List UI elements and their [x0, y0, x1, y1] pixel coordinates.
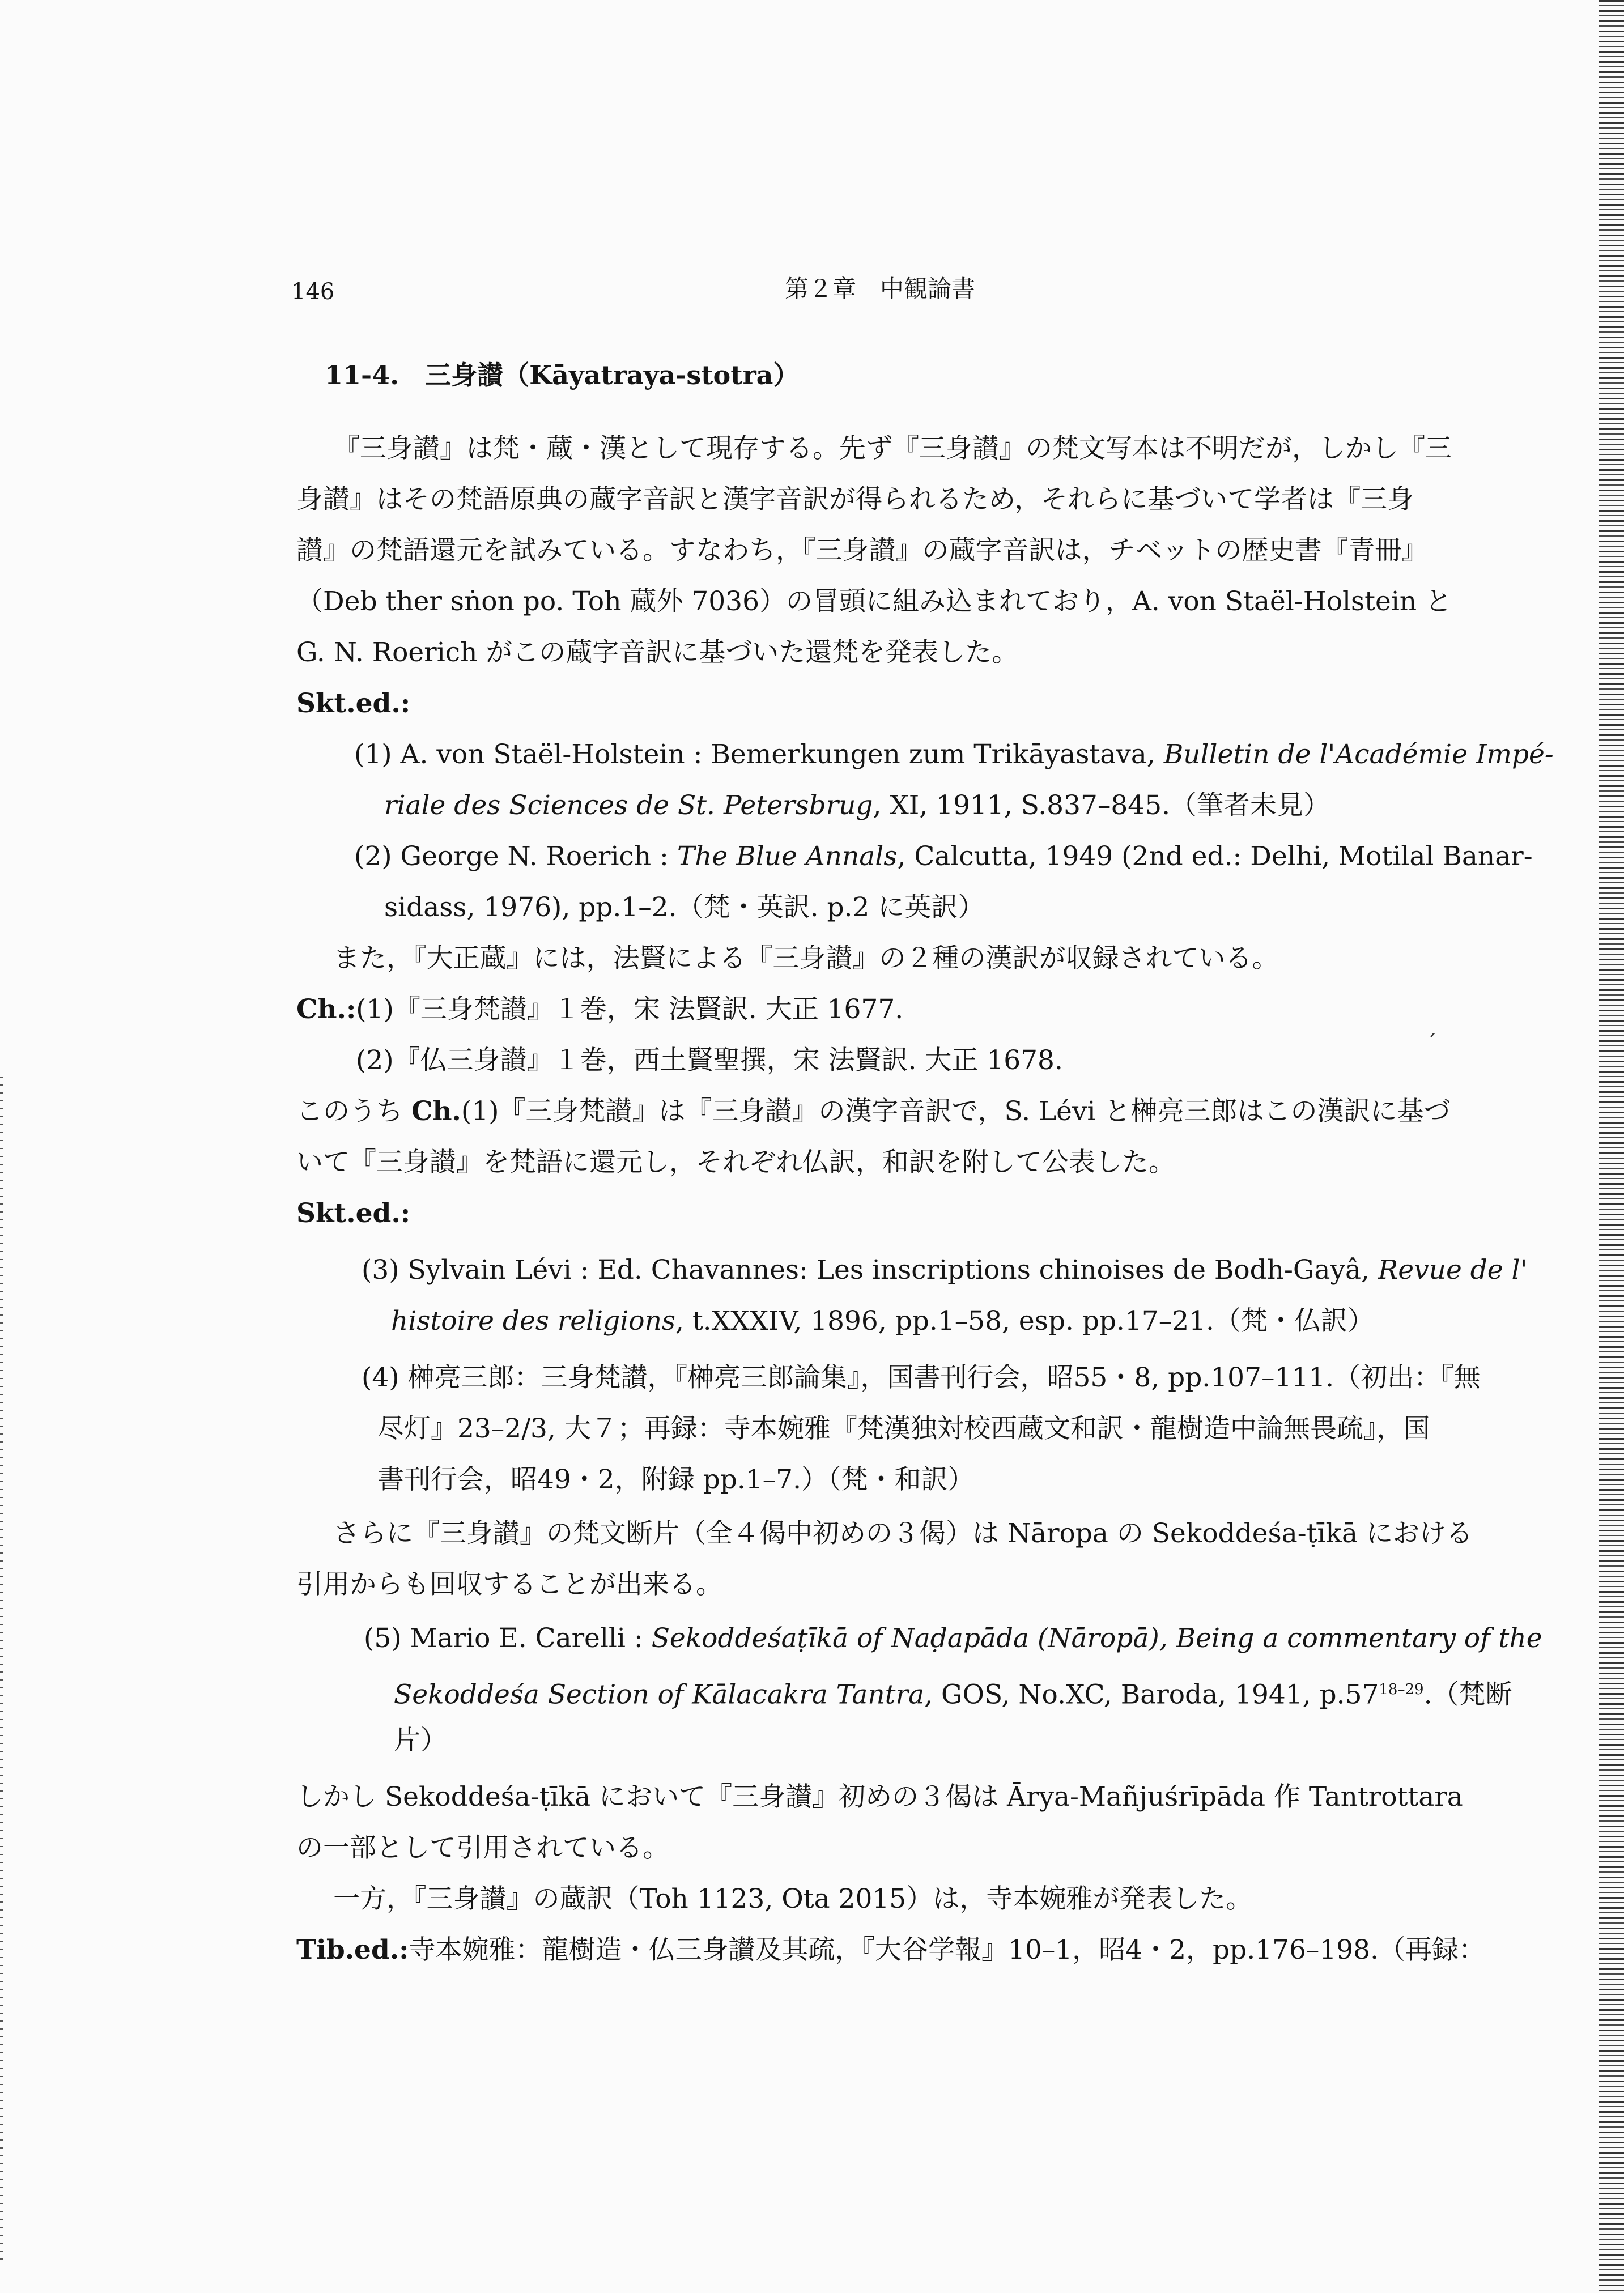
ref-text: George N. Roerich :	[400, 841, 677, 872]
ref-text: , GOS, No.XC, Baroda, 1941, p.57	[924, 1679, 1379, 1711]
ref-journal: histoire des religions	[391, 1305, 675, 1337]
reference-5	[364, 1622, 1542, 1656]
tib-label: Tib.ed.:	[296, 1934, 409, 1966]
ref-title: Sekoddeśaṭīkā of Naḍapāda (Nāropā), Being a commentary of the	[651, 1623, 1542, 1654]
paragraph-line: 身讃』はその梵語原典の蔵字音訳と漢字音訳が得られるため，それらに基づいて学者は『三身	[296, 484, 1414, 515]
reference-3-cont	[391, 1304, 1374, 1338]
reference-2-cont: sidass, 1976), pp.1–2.（梵・英訳. p.2 に英訳）	[384, 892, 985, 923]
chinese-ed-1	[296, 993, 903, 1027]
ref-text: A. von Staël-Holstein : Bemerkungen zum Trikāyastava,	[400, 739, 1164, 770]
ref-number: (4)	[362, 1362, 399, 1393]
paragraph-line: 引用からも回収することが出来る。	[296, 1569, 722, 1600]
reference-3	[362, 1253, 1528, 1287]
ref-journal: Revue de l'	[1378, 1254, 1528, 1286]
reference-2	[354, 840, 1533, 874]
reference-4-cont: 尽灯』23–2/3, 大７；再録：寺本婉雅『梵漢独対校西蔵文和訳・龍樹造中論無畏疏』，国	[377, 1413, 1430, 1444]
reference-5-cont: 片）	[394, 1725, 447, 1756]
ref-number: (3)	[362, 1254, 399, 1286]
scanned-page-edge	[1599, 0, 1624, 2293]
ref-journal: Bulletin de l'Académie Impé-	[1163, 739, 1554, 770]
para-text: (1)『三身梵讃』は『三身讃』の漢字音訳で，S. Lévi と榊亮三郎はこの漢訳に基づ	[461, 1096, 1451, 1127]
reference-5-cont	[394, 1673, 1512, 1712]
stray-mark: ˊ	[1426, 1031, 1437, 1057]
chinese-ed-2: (2)『仏三身讃』１巻，西土賢聖撰，宋 法賢訳. 大正 1678.	[356, 1045, 1063, 1076]
paragraph-line: しかし Sekoddeśa-ṭīkā において『三身讃』初めの３偈は Ārya-Mañjuśrīpāda 作 Tantrottara	[296, 1781, 1463, 1813]
paragraph-line: 『三身讃』は梵・蔵・漢として現存する。先ず『三身讃』の梵文写本は不明だが，しかし『三	[333, 433, 1452, 464]
ref-superscript: 18–29	[1379, 1681, 1424, 1698]
ref-title: Sekoddeśa Section of Kālacakra Tantra	[394, 1679, 925, 1711]
ref-text: Mario E. Carelli :	[410, 1623, 652, 1654]
ref-title: The Blue Annals	[677, 841, 898, 872]
skt-ed-label: Skt.ed.:	[296, 688, 411, 719]
reference-1-cont	[384, 789, 1330, 823]
scanned-left-edge	[0, 1077, 3, 2266]
ref-text: , t.XXXIV, 1896, pp.1–58, esp. pp.17–21.（梵・仏訳）	[675, 1305, 1374, 1337]
paragraph-line: いて『三身讃』を梵語に還元し，それぞれ仏訳，和訳を附して公表した。	[296, 1147, 1175, 1178]
page-number: 146	[291, 279, 335, 305]
para-text: このうち	[296, 1096, 411, 1127]
paragraph-line: （Deb ther sṅon po. Toh 蔵外 7036）の冒頭に組み込まれており，A. von Staël-Holstein と	[296, 586, 1452, 617]
reference-4	[362, 1361, 1481, 1395]
ref-number: (5)	[364, 1623, 402, 1654]
tibetan-ed	[296, 1933, 1485, 1967]
reference-1	[354, 738, 1554, 772]
ch-ref: Ch.	[411, 1096, 461, 1127]
skt-ed-label: Skt.ed.:	[296, 1198, 411, 1229]
ref-number: (2)	[354, 841, 392, 872]
paragraph-line: G. N. Roerich がこの蔵字音訳に基づいた還梵を発表した。	[296, 637, 1019, 668]
paragraph-line	[296, 1095, 1451, 1129]
paragraph-line: さらに『三身讃』の梵文断片（全４偈中初めの３偈）は Nāropa の Sekoddeśa-ṭīkā における	[333, 1518, 1473, 1549]
paragraph-line: 一方，『三身讃』の蔵訳（Toh 1123, Ota 2015）は，寺本婉雅が発表した。	[333, 1883, 1253, 1915]
tib-text: 寺本婉雅：龍樹造・仏三身讃及其疏，『大谷学報』10–1，昭4・2，pp.176–198.（再録：	[409, 1934, 1486, 1966]
ref-text: , XI, 1911, S.837–845.（筆者未見）	[873, 790, 1330, 821]
running-header: 第２章 中観論書	[785, 275, 976, 303]
paragraph-line: の一部として引用されている。	[296, 1832, 669, 1864]
reference-4-cont: 書刊行会，昭49・2，附録 pp.1–7.）（梵・和訳）	[377, 1464, 975, 1495]
paragraph-line: 讃』の梵語還元を試みている。すなわち，『三身讃』の蔵字音訳は，チベットの歴史書『青冊』	[296, 535, 1429, 566]
ch-text: (1)『三身梵讃』１巻，宋 法賢訳. 大正 1677.	[356, 994, 904, 1025]
ref-text: 榊亮三郎：三身梵讃，『榊亮三郎論集』，国書刊行会，昭55・8, pp.107–111.（初出：『無	[407, 1362, 1481, 1393]
ref-text: Sylvain Lévi : Ed. Chavannes: Les inscriptions chinoises de Bodh-Gayâ,	[407, 1254, 1378, 1286]
paragraph-line: また，『大正蔵』には，法賢による『三身讃』の２種の漢訳が収録されている。	[333, 943, 1279, 974]
ref-number: (1)	[354, 739, 392, 770]
ch-label: Ch.:	[296, 994, 356, 1025]
ref-text: .（梵断	[1423, 1679, 1512, 1711]
ref-text: , Calcutta, 1949 (2nd ed.: Delhi, Motilal Banar-	[897, 841, 1533, 872]
ref-journal: riale des Sciences de St. Petersbrug	[384, 790, 873, 821]
section-title: 11-4. 三身讃（Kāyatraya-stotra）	[325, 360, 800, 390]
